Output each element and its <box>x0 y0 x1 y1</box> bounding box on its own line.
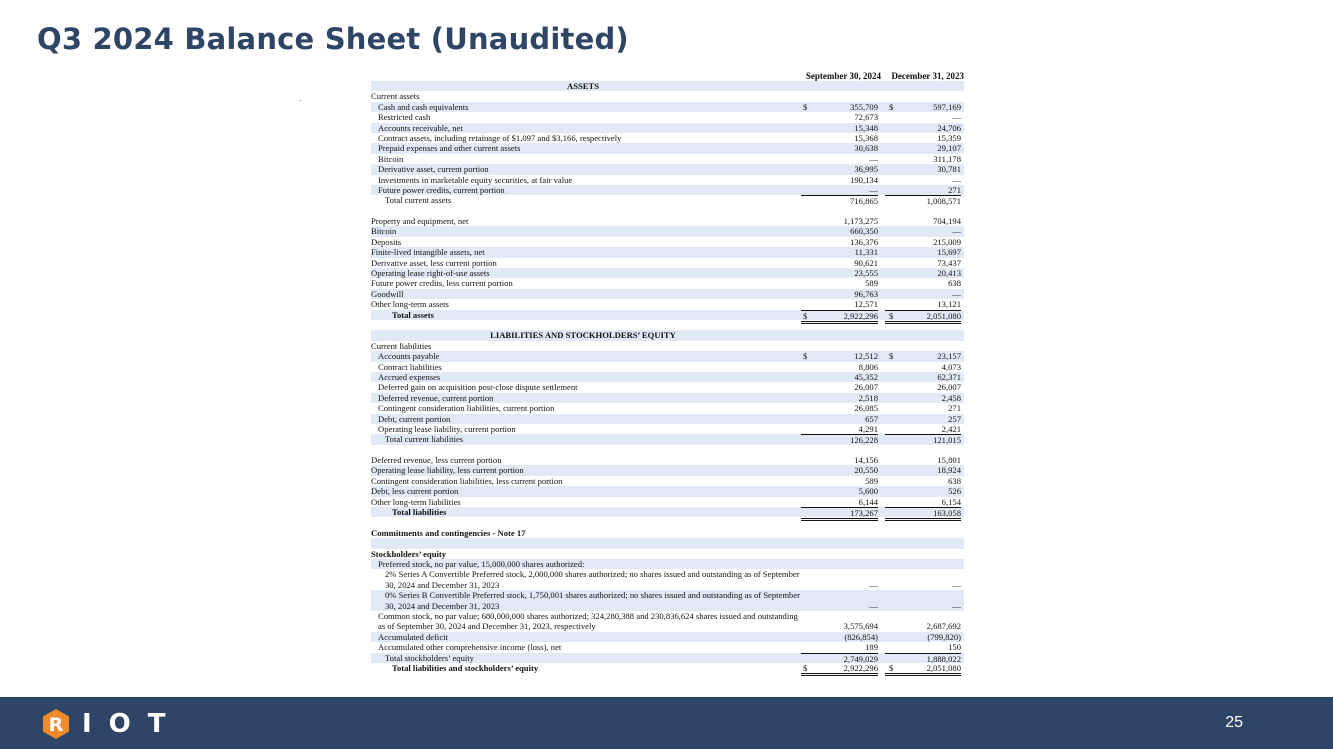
value-dec-2023: 2,421 <box>941 423 961 434</box>
table-row <box>371 476 964 486</box>
table-row <box>371 216 964 226</box>
value-dec-2023: 2,458 <box>941 392 961 403</box>
table-row <box>371 226 964 236</box>
row-label: Investments in marketable equity securities, at fair value <box>378 174 573 185</box>
value-sep-2024: 355,709 <box>850 101 878 112</box>
page-number: 25 <box>1225 714 1243 731</box>
value-sep-2024: 11,331 <box>854 247 878 258</box>
value-sep-2024: 20,550 <box>854 465 878 476</box>
value-dec-2023: 1,008,571 <box>885 195 961 206</box>
value-dec-2023: 311,178 <box>933 153 961 164</box>
row-label: LIABILITIES AND STOCKHOLDERS’ EQUITY <box>490 330 676 341</box>
row-label: Accumulated deficit <box>378 631 448 642</box>
value-sep-2024: 90,621 <box>854 257 878 268</box>
table-row <box>371 465 964 475</box>
value-sep-2024: 2,518 <box>858 392 878 403</box>
row-label: Contract liabilities <box>378 361 442 372</box>
value-sep-2024: 173,267 <box>801 507 878 521</box>
value-sep-2024: 657 <box>865 413 878 424</box>
spacer-row <box>371 445 964 455</box>
table-row <box>371 289 964 299</box>
row-label: Future power credits, current portion <box>378 184 505 195</box>
table-row <box>371 362 964 372</box>
row-label: Total current liabilities <box>385 434 464 445</box>
table-row <box>371 341 964 351</box>
value-dec-2023: 26,007 <box>937 382 961 393</box>
column-header-row <box>371 71 964 81</box>
value-dec-2023: (799,820) <box>927 631 961 642</box>
value-dec-2023: 6,154 <box>941 496 961 507</box>
row-label: Deferred revenue, current portion <box>378 392 494 403</box>
row-label: Accounts payable <box>378 351 440 362</box>
row-label: Contract assets, including retainage of $1,097 and $3,166, respectively <box>378 132 622 143</box>
table-row <box>371 372 964 382</box>
value-sep-2024: 8,806 <box>858 361 878 372</box>
table-row <box>371 237 964 247</box>
value-sep-2024: 126,228 <box>801 434 878 445</box>
value-dec-2023: — <box>952 226 961 237</box>
value-dec-2023: 121,015 <box>885 434 961 445</box>
row-label: Debt, current portion <box>378 413 451 424</box>
value-dec-2023: 150 <box>948 642 961 653</box>
table-row <box>371 559 964 569</box>
value-sep-2024: 72,673 <box>854 112 878 123</box>
value-sep-2024: — <box>869 600 878 611</box>
table-row <box>371 434 964 444</box>
row-label: Total stockholders’ equity <box>385 652 474 663</box>
value-sep-2024: 26,007 <box>854 382 878 393</box>
value-dec-2023: 73,437 <box>937 257 961 268</box>
row-label: Finite-lived intangible assets, net <box>371 247 485 258</box>
value-sep-2024: 189 <box>865 642 878 653</box>
table-row <box>371 653 964 663</box>
row-label: Accounts receivable, net <box>378 122 463 133</box>
row-label: Derivative asset, less current portion <box>371 257 497 268</box>
table-row <box>371 663 964 673</box>
row-label: Deferred revenue, less current portion <box>371 455 502 466</box>
value-dec-2023: 2,687,692 <box>926 621 961 632</box>
table-row <box>371 175 964 185</box>
value-sep-2024: 14,156 <box>854 455 878 466</box>
row-label: Total liabilities <box>392 507 447 518</box>
row-label: Bitcoin <box>371 226 397 237</box>
table-row <box>371 133 964 143</box>
row-label: Future power credits, less current portion <box>371 278 513 289</box>
value-dec-2023: 638 <box>948 278 961 289</box>
value-dec-2023: 4,073 <box>941 361 961 372</box>
table-row <box>371 102 964 112</box>
table-row <box>371 528 964 538</box>
row-label: 2% Series A Convertible Preferred stock, 2,000,000 shares authorized; no shares issued and outstanding as of September 30, 2024 and December 31, 2023 <box>385 569 800 590</box>
value-dec-2023: 13,121 <box>937 299 961 310</box>
value-sep-2024: — <box>869 184 878 195</box>
column-header-dec-2023: December 31, 2023 <box>891 71 964 81</box>
section-heading <box>371 81 964 91</box>
table-row <box>371 268 964 278</box>
value-sep-2024: 15,348 <box>854 122 878 133</box>
table-row <box>371 393 964 403</box>
value-sep-2024: 5,600 <box>858 486 878 497</box>
value-dec-2023: 30,781 <box>937 164 961 175</box>
value-sep-2024: 36,995 <box>854 164 878 175</box>
value-sep-2024: 2,922,296 <box>801 663 878 676</box>
row-label: Operating lease right-of-use assets <box>371 268 490 279</box>
table-row <box>371 278 964 288</box>
row-label: Deposits <box>371 236 402 247</box>
page-title: Q3 2024 Balance Sheet (Unaudited) <box>37 22 629 56</box>
footer-bar <box>0 697 1333 749</box>
table-row <box>371 590 964 611</box>
value-sep-2024: 136,376 <box>850 236 878 247</box>
value-sep-2024: — <box>869 153 878 164</box>
spacer-row <box>371 517 964 527</box>
table-row <box>371 310 964 320</box>
value-sep-2024: 3,575,694 <box>843 621 878 632</box>
value-dec-2023: 1,888,022 <box>885 653 961 664</box>
value-sep-2024: 716,865 <box>801 195 878 206</box>
row-label: Debt, less current portion <box>371 486 459 497</box>
row-label: Total current assets <box>385 195 452 206</box>
value-dec-2023: 62,371 <box>937 371 961 382</box>
table-row <box>371 299 964 309</box>
row-label: Common stock, no par value; 680,000,000 shares authorized; 324,280,388 and 230,836,624 shares issued and outstanding as of September 30, 2024 and December 31, 2023, respectively <box>378 610 798 632</box>
row-label: Goodwill <box>371 288 404 299</box>
value-sep-2024: 96,763 <box>854 288 878 299</box>
value-dec-2023: 23,157 <box>937 351 961 362</box>
row-label: Deferred gain on acquisition post-close dispute settlement <box>378 382 578 393</box>
value-dec-2023: 271 <box>948 403 961 414</box>
table-row <box>371 403 964 413</box>
table-row <box>371 642 964 652</box>
value-sep-2024: 2,749,029 <box>801 653 878 664</box>
dollar-sign-dec-2023: $ <box>889 351 894 362</box>
row-label: Total liabilities and stockholders’ equity <box>392 662 539 673</box>
value-dec-2023: 15,801 <box>937 455 961 466</box>
row-label: Cash and cash equivalents <box>378 101 469 112</box>
balance-sheet-rows <box>371 81 964 673</box>
value-sep-2024: 589 <box>865 278 878 289</box>
value-sep-2024: 15,368 <box>854 132 878 143</box>
value-dec-2023: — <box>952 288 961 299</box>
row-label: ASSETS <box>566 81 599 91</box>
row-label: Property and equipment, net <box>371 216 469 227</box>
value-dec-2023: 24,706 <box>937 122 961 133</box>
value-dec-2023: 704,194 <box>933 216 961 227</box>
row-label: Total assets <box>392 309 434 320</box>
table-row <box>371 91 964 101</box>
dollar-sign-dec-2023: $ <box>889 663 897 676</box>
section-heading <box>371 330 964 340</box>
table-row <box>371 549 964 559</box>
value-sep-2024: — <box>869 579 878 590</box>
table-row <box>371 455 964 465</box>
value-dec-2023: 271 <box>948 184 961 195</box>
riot-hexagon-logo-icon <box>40 708 72 740</box>
table-row <box>371 611 964 632</box>
table-row <box>371 569 964 590</box>
spacer-row <box>371 206 964 216</box>
table-row <box>371 258 964 268</box>
value-dec-2023: — <box>952 112 961 123</box>
row-label: Restricted cash <box>378 112 431 123</box>
row-label: Bitcoin <box>378 153 404 164</box>
row-label: Accumulated other comprehensive income (loss), net <box>378 642 562 653</box>
row-label: Prepaid expenses and other current assets <box>378 143 521 154</box>
dollar-sign-sep-2024: $ <box>803 663 811 676</box>
value-sep-2024: 660,350 <box>850 226 878 237</box>
stray-dot <box>300 100 301 101</box>
spacer-row <box>371 320 964 330</box>
value-sep-2024: 190,134 <box>850 174 878 185</box>
spacer-row <box>371 538 964 548</box>
logo-wordmark: IOT <box>82 709 183 739</box>
row-label: Current liabilities <box>371 340 432 351</box>
value-dec-2023: 638 <box>948 475 961 486</box>
table-row <box>371 185 964 195</box>
value-dec-2023: 15,359 <box>937 132 961 143</box>
value-dec-2023: 20,413 <box>937 268 961 279</box>
row-label: Contingent consideration liabilities, less current portion <box>371 475 563 486</box>
table-row <box>371 123 964 133</box>
table-row <box>371 112 964 122</box>
table-row <box>371 154 964 164</box>
value-sep-2024: (826,854) <box>844 631 878 642</box>
value-sep-2024: 589 <box>865 475 878 486</box>
table-row <box>371 486 964 496</box>
row-label: Stockholders’ equity <box>371 548 447 559</box>
dollar-sign-sep-2024: $ <box>803 101 808 112</box>
row-label: Derivative asset, current portion <box>378 164 489 175</box>
table-row <box>371 632 964 642</box>
row-label: Preferred stock, no par value, 15,000,000 shares authorized: <box>378 558 585 569</box>
row-label: Accrued expenses <box>378 371 441 382</box>
balance-sheet-table <box>371 71 964 673</box>
row-label: Commitments and contingencies - Note 17 <box>371 527 526 538</box>
value-sep-2024: 12,571 <box>854 299 878 310</box>
value-dec-2023: 526 <box>948 486 961 497</box>
row-label: Other long-term assets <box>371 299 449 310</box>
table-row <box>371 195 964 205</box>
value-sep-2024: 2,922,296 <box>801 310 878 324</box>
value-sep-2024: 12,512 <box>854 351 878 362</box>
value-dec-2023: 29,107 <box>937 143 961 154</box>
value-dec-2023: — <box>952 174 961 185</box>
table-row <box>371 143 964 153</box>
dollar-sign-sep-2024: $ <box>803 351 808 362</box>
row-label: Operating lease liability, less current portion <box>371 465 524 476</box>
value-sep-2024: 6,144 <box>858 496 878 507</box>
row-label: 0% Series B Convertible Preferred stock, 1,750,001 shares authorized; no shares issued and outstanding as of September 30, 2024 and December 31, 2023 <box>385 590 801 611</box>
value-dec-2023: 18,924 <box>937 465 961 476</box>
value-dec-2023: 163,058 <box>885 507 961 521</box>
value-sep-2024: 45,352 <box>854 371 878 382</box>
table-row <box>371 507 964 517</box>
table-row <box>371 382 964 392</box>
value-sep-2024: 30,638 <box>854 143 878 154</box>
dollar-sign-dec-2023: $ <box>889 101 894 112</box>
column-header-sep-2024: September 30, 2024 <box>805 71 881 81</box>
dollar-sign-sep-2024: $ <box>803 310 811 324</box>
row-label: Operating lease liability, current portion <box>378 423 516 434</box>
value-dec-2023: 597,169 <box>933 101 961 112</box>
value-dec-2023: 215,009 <box>933 236 961 247</box>
table-row <box>371 164 964 174</box>
value-sep-2024: 26,085 <box>854 403 878 414</box>
table-row <box>371 424 964 434</box>
value-dec-2023: 2,051,080 <box>885 663 961 676</box>
value-dec-2023: 2,051,080 <box>885 310 961 324</box>
row-label: Contingent consideration liabilities, current portion <box>378 403 555 414</box>
table-row <box>371 497 964 507</box>
value-dec-2023: — <box>952 579 961 590</box>
value-sep-2024: 1,173,275 <box>843 216 878 227</box>
row-label: Current assets <box>371 91 420 102</box>
dollar-sign-dec-2023: $ <box>889 310 897 324</box>
value-sep-2024: 23,555 <box>854 268 878 279</box>
table-row <box>371 247 964 257</box>
table-row <box>371 414 964 424</box>
value-dec-2023: 257 <box>948 413 961 424</box>
value-dec-2023: — <box>952 600 961 611</box>
value-dec-2023: 15,697 <box>937 247 961 258</box>
value-sep-2024: 4,291 <box>858 423 878 434</box>
table-row <box>371 351 964 361</box>
logo-mark-letter: R <box>48 714 64 736</box>
row-label: Other long-term liabilities <box>371 496 461 507</box>
